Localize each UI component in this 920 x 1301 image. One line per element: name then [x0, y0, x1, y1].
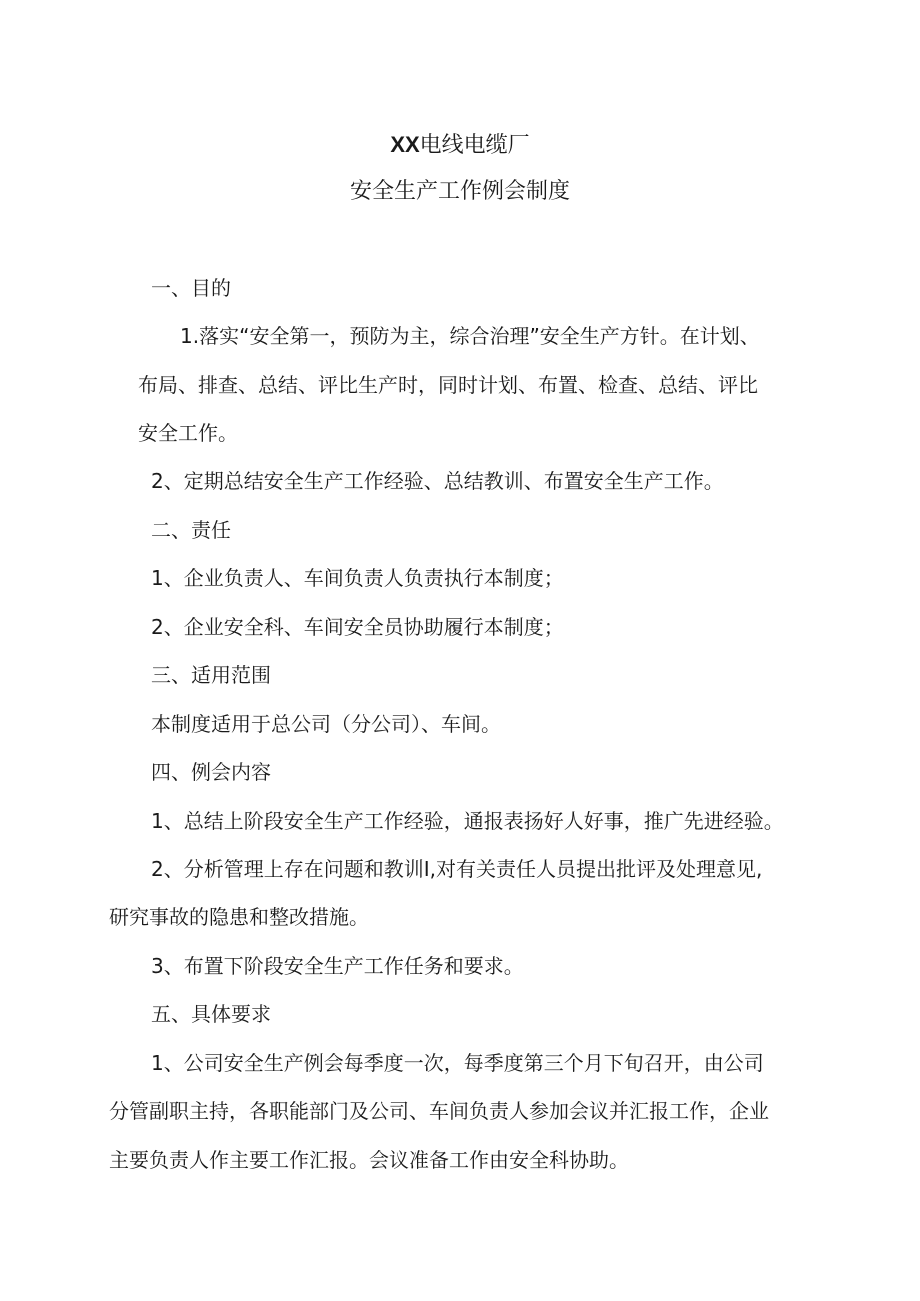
paragraph-line: 1、总结上阶段安全生产工作经验，通报表扬好人好事，推广先进经验。 [151, 809, 784, 833]
section-heading-meeting-content: 四、例会内容 [151, 760, 271, 784]
paragraph-line: 本制度适用于总公司（分公司）、车间。 [151, 712, 501, 736]
section-heading-purpose: 一、目的 [151, 276, 231, 300]
document-subtitle: 安全生产工作例会制度 [349, 179, 570, 204]
paragraph-line: 2、定期总结安全生产工作经验、总结教训、布置安全生产工作。 [151, 469, 724, 493]
paragraph-line: 布局、排查、总结、评比生产时，同时计划、布置、检查、总结、评比 [138, 373, 758, 397]
paragraph-line: 1、企业负责人、车间负责人负责执行本制度； [151, 566, 564, 590]
section-heading-responsibility: 二、责任 [151, 518, 231, 542]
title-company-name: 电线电缆厂 [419, 133, 530, 158]
document-title [0, 130, 920, 161]
section-heading-requirements: 五、具体要求 [151, 1002, 271, 1026]
paragraph-line: 安全工作。 [138, 421, 238, 445]
paragraph-line: 1.落实“安全第一，预防为主，综合治理”安全生产方针。在计划、 [180, 324, 760, 348]
paragraph-line: 研究事故的隐患和整改措施。 [109, 905, 369, 929]
paragraph-line: 主要负责人作主要工作汇报。会议准备工作由安全科协助。 [109, 1148, 629, 1172]
paragraph-line: 3、布置下阶段安全生产工作任务和要求。 [151, 954, 524, 978]
section-heading-scope: 三、适用范围 [151, 663, 271, 687]
paragraph-line: 2、分析管理上存在问题和教训I,对有关责任人员提出批评及处理意见, [151, 857, 763, 881]
title-company-code: XX [390, 132, 420, 157]
paragraph-line: 1、公司安全生产例会每季度一次，每季度第三个月下旬召开，由公司 [151, 1051, 764, 1075]
paragraph-line: 分管副职主持，各职能部门及公司、车间负责人参加会议并汇报工作，企业 [109, 1099, 769, 1123]
paragraph-line: 2、企业安全科、车间安全员协助履行本制度； [151, 615, 564, 639]
